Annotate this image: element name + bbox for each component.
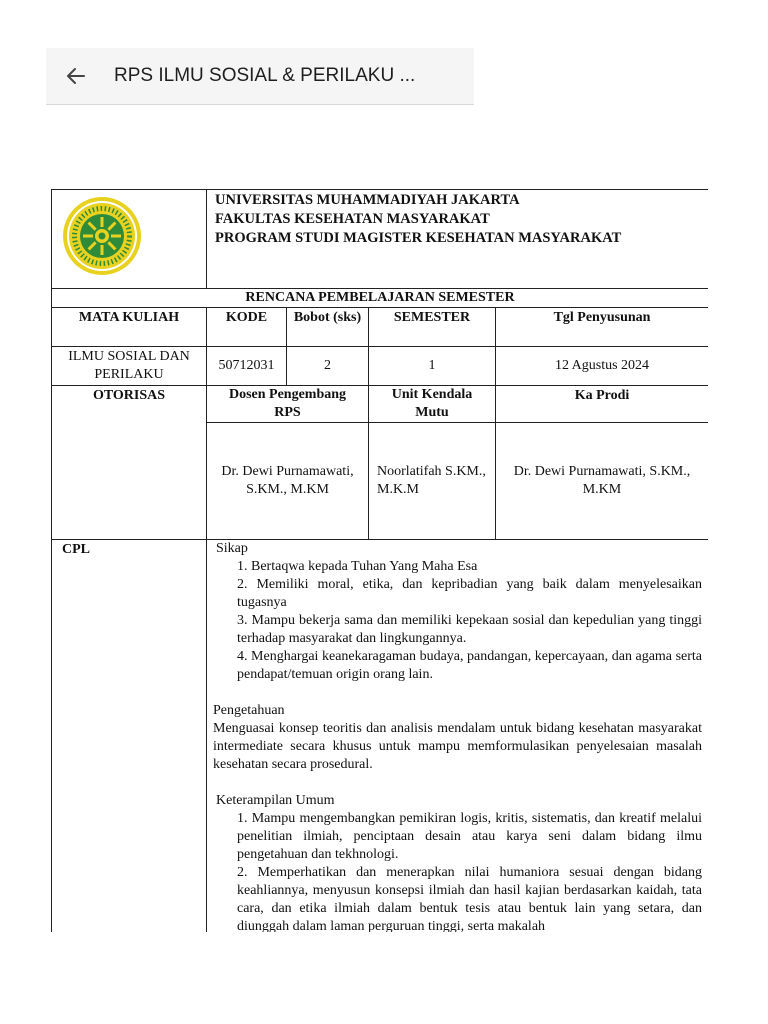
sikap-item: 1. Bertaqwa kepada Tuhan Yang Maha Esa <box>237 559 478 574</box>
keterampilan-title: Keterampilan Umum <box>216 793 335 808</box>
document-title: RPS ILMU SOSIAL & PERILAKU ... <box>114 65 416 86</box>
logo-cell <box>52 190 207 289</box>
course-date: 12 Agustus 2024 <box>496 347 709 386</box>
rps-title-row <box>52 289 709 308</box>
sikap-item: 2. Memiliki moral, etika, dan kepribadian yang baik dalam menyelesaikan tugasnya <box>237 577 702 610</box>
cpl-row <box>52 540 709 933</box>
course-semester: 1 <box>369 347 496 386</box>
sikap-item: 3. Mampu bekerja sama dan memiliki kepekaan sosial dan kepedulian yang tinggi terhadap masyarakat dan lingkungannya. <box>237 613 702 646</box>
course-header: KODE <box>207 308 287 347</box>
course-code: 50712031 <box>207 347 287 386</box>
head-of-program-name: Dr. Dewi Purnamawati, S.KM., M.KM <box>496 423 709 540</box>
course-header: Bobot (sks) <box>287 308 369 347</box>
keterampilan-item: 2. Memperhatikan dan menerapkan nilai humaniora sesuai dengan bidang keahliannya, menyusun konsepsi ilmiah dan hasil kajian berdasarkan kaidah, tata cara, dan etika ilmiah dalam bentuk tesis atau bentuk lain yang setara, dan diunggah dalam laman perguruan tinggi, serta makalah <box>237 865 702 932</box>
authorization-header-row <box>52 386 709 423</box>
rps-title: RENCANA PEMBELAJARAN SEMESTER <box>52 289 709 308</box>
app-bar <box>46 48 474 105</box>
cpl-label: CPL <box>52 540 207 933</box>
authorization-header: Ka Prodi <box>496 386 709 423</box>
course-header: Tgl Penyusunan <box>496 308 709 347</box>
course-credits: 2 <box>287 347 369 386</box>
university-name: UNIVERSITAS MUHAMMADIYAH JAKARTA <box>215 192 520 208</box>
document-page <box>51 189 708 932</box>
university-logo <box>60 195 144 277</box>
developer-name: Dr. Dewi Purnamawati, S.KM., M.KM <box>207 423 369 540</box>
sikap-item: 4. Menghargai keanekaragaman budaya, pandangan, kepercayaan, dan agama serta pendapat/temuan origin orang lain. <box>237 649 702 682</box>
course-header-row <box>52 308 709 347</box>
pengetahuan-text: Menguasai konsep teoritis dan analisis mendalam untuk bidang kesehatan masyarakat intermediate secara khusus untuk mampu memformulasikan penyelesaian masalah kesehatan secara prosedural. <box>213 721 702 772</box>
authorization-header: Unit Kendala Mutu <box>369 386 496 423</box>
header-row <box>52 190 709 289</box>
quality-unit-name: Noorlatifah S.KM., M.K.M <box>369 423 496 540</box>
course-header: SEMESTER <box>369 308 496 347</box>
pengetahuan-title: Pengetahuan <box>213 703 285 718</box>
institution-header <box>207 190 709 289</box>
program-name: PROGRAM STUDI MAGISTER KESEHATAN MASYARAKAT <box>215 230 622 246</box>
course-value-row <box>52 347 709 386</box>
course-name: ILMU SOSIAL DAN PERILAKU <box>52 347 207 386</box>
keterampilan-item: 1. Mampu mengembangkan pemikiran logis, kritis, sistematis, dan kreatif melalui penelitian ilmiah, penciptaan desain atau karya seni dalam bidang ilmu pengetahuan dan tekhnologi. <box>237 811 702 862</box>
course-header: MATA KULIAH <box>52 308 207 347</box>
sikap-title: Sikap <box>216 541 248 556</box>
authorization-header: Dosen Pengembang RPS <box>207 386 369 423</box>
back-button[interactable] <box>64 64 88 88</box>
rps-table <box>51 189 708 932</box>
cpl-content <box>207 540 709 933</box>
authorization-label: OTORISAS <box>52 386 207 540</box>
arrow-left-icon <box>66 66 86 86</box>
faculty-name: FAKULTAS KESEHATAN MASYARAKAT <box>215 211 490 227</box>
